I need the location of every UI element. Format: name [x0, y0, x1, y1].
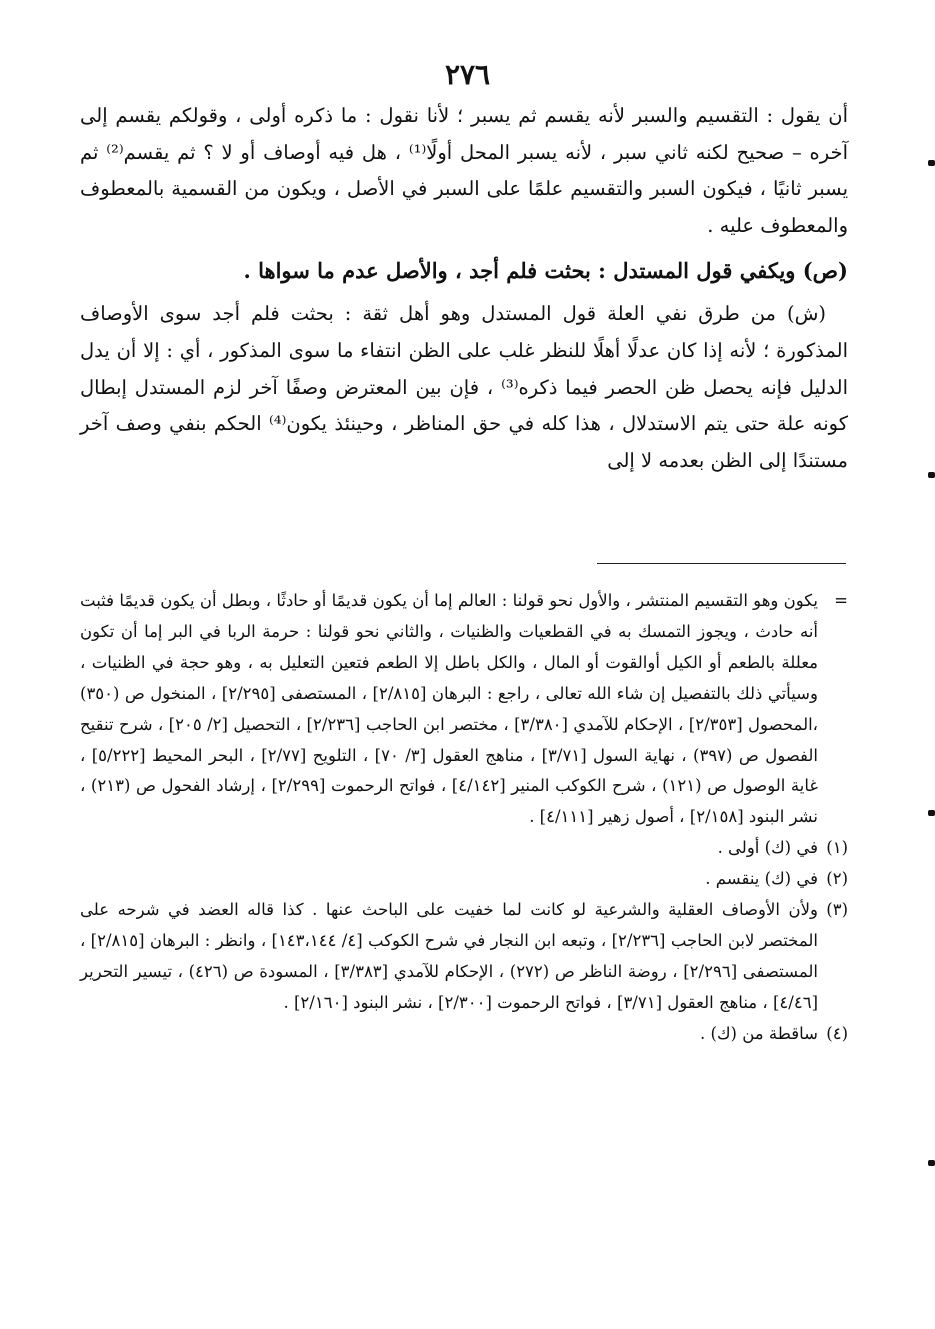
- footnote-text: في (ك) ينقسم .: [705, 869, 818, 889]
- footnote-text: ساقطة من (ك) .: [700, 1023, 818, 1043]
- continuation-mark: =: [834, 591, 848, 610]
- footnote-continuation-text: يكون وهو التقسيم المنتشر ، والأول نحو قولنا : العالم إما أن يكون قديمًا أو حادثًا ، وبطل أن يكون قديمًا فثبت أنه حادث ، ويجوز التمسك به في القطعيات والظنيات ، والثاني نحو قولنا : حرمة الربا في البر إما أن تكون معللة بالطعم أو الكيل أوالقوت أو المال ، والكل باطل إلا الطعم فتعين التعليل به ، وهو حجة في الظنيات ، وسيأتي ذلك بالتفصيل إن شاء الله تعالى ، راجع : البرهان [٢/٨١٥] ، المستصفى [٢/٢٩٥] ، المنخول ص (٣٥٠) ،المحصول [٢/٣٥٣] ، الإحكام للآمدي [٣/٣٨٠] ، مختصر ابن الحاجب [٢/٢٣٦] ، التحصيل [٢/ ٢٠٥] ، شرح تنقيح الفصول ص (٣٩٧) ، نهاية السول [٣/٧١] ، مناهج العقول [٣/ ٧٠] ، التلويح [٢/٧٧] ، البحر المحيط [٥/٢٢٢] ، غاية الوصول ص (١٢١) ، شرح الكوكب المنير [٤/١٤٢] ، فواتح الرحموت [٢/٢٩٩] ، إرشاد الفحول ص (٢١٣) ، نشر البنود [٢/١٥٨] ، أصول زهير [٤/١١١] .: [80, 591, 819, 827]
- footnote-3: [80, 895, 848, 1019]
- footnote-4: [80, 1019, 848, 1050]
- footnote-mark: (٣): [826, 900, 848, 920]
- footnote-mark: (٢): [826, 869, 848, 889]
- margin-mark: [928, 1160, 935, 1166]
- main-text: [80, 98, 848, 479]
- footnotes: [80, 586, 848, 1050]
- margin-mark: [928, 472, 935, 478]
- footnote-text: ولأن الأوصاف العقلية والشرعية لو كانت لما خفيت على الباحث عنها . كذا قاله العضد في شرحه على المختصر لابن الحاجب [٢/٢٣٦] ، وتبعه ابن النجار في شرح الكوكب [٤/ ١٤٣،١٤٤] ، وانظر : البرهان [٢/٨١٥] ، المستصفى [٢/٢٩٦] ، روضة الناظر ص (٢٧٢) ، الإحكام للآمدي [٣/٣٨٣] ، المسودة ص (٤٢٦) ، تيسير التحرير [٤/٤٦] ، مناهج العقول [٣/٧١] ، فواتح الرحموت [٢/٣٠٠] ، نشر البنود [٢/١٦٠] .: [80, 900, 818, 1012]
- page-number: ٢٧٦: [444, 58, 491, 91]
- footnote-2: [80, 864, 848, 895]
- paragraph-1: أن يقول : التقسيم والسبر لأنه يقسم ثم يسبر ؛ لأنا نقول : ما ذكره أولى ، وقولكم يقسم إلى آخره – صحيح لكنه ثاني سبر ، لأنه يسبر المحل أولًا⁽¹⁾ ، هل فيه أوصاف أو لا ؟ ثم يقسم⁽²⁾ ثم يسبر ثانيًا ، فيكون السبر والتقسيم علمًا على السبر في الأصل ، ويكون من القسمية بالمعطوف والمعطوف عليه .: [80, 104, 848, 237]
- footnote-divider: [597, 563, 846, 564]
- footnote-text: في (ك) أولى .: [717, 838, 818, 858]
- footnote-mark: (١): [826, 838, 848, 858]
- margin-mark: [928, 160, 935, 166]
- margin-mark: [928, 810, 935, 816]
- paragraph-2: (ش) من طرق نفي العلة قول المستدل وهو أهل ثقة : بحثت فلم أجد سوى الأوصاف المذكورة ؛ لأنه إذا كان عدلًا أهلًا للنظر غلب على الظن انتفاء ما سوى المذكور ، أي : إلا أن يدل الدليل فإنه يحصل ظن الحصر فيما ذكره⁽³⁾ ، فإن بين المعترض وصفًا آخر لزم المستدل إبطال كونه علة حتى يتم الاستدلال ، هذا كله في حق المناظر ، وحينئذ يكون⁽⁴⁾ الحكم بنفي وصف آخر مستندًا إلى الظن بعدمه لا إلى: [80, 302, 849, 472]
- footnote-mark: (٤): [826, 1023, 848, 1043]
- section-heading: (ص) ويكفي قول المستدل : بحثت فلم أجد ، والأصل عدم ما سواها .: [243, 258, 848, 284]
- footnote-1: [80, 833, 848, 864]
- footnote-continuation: [80, 586, 848, 833]
